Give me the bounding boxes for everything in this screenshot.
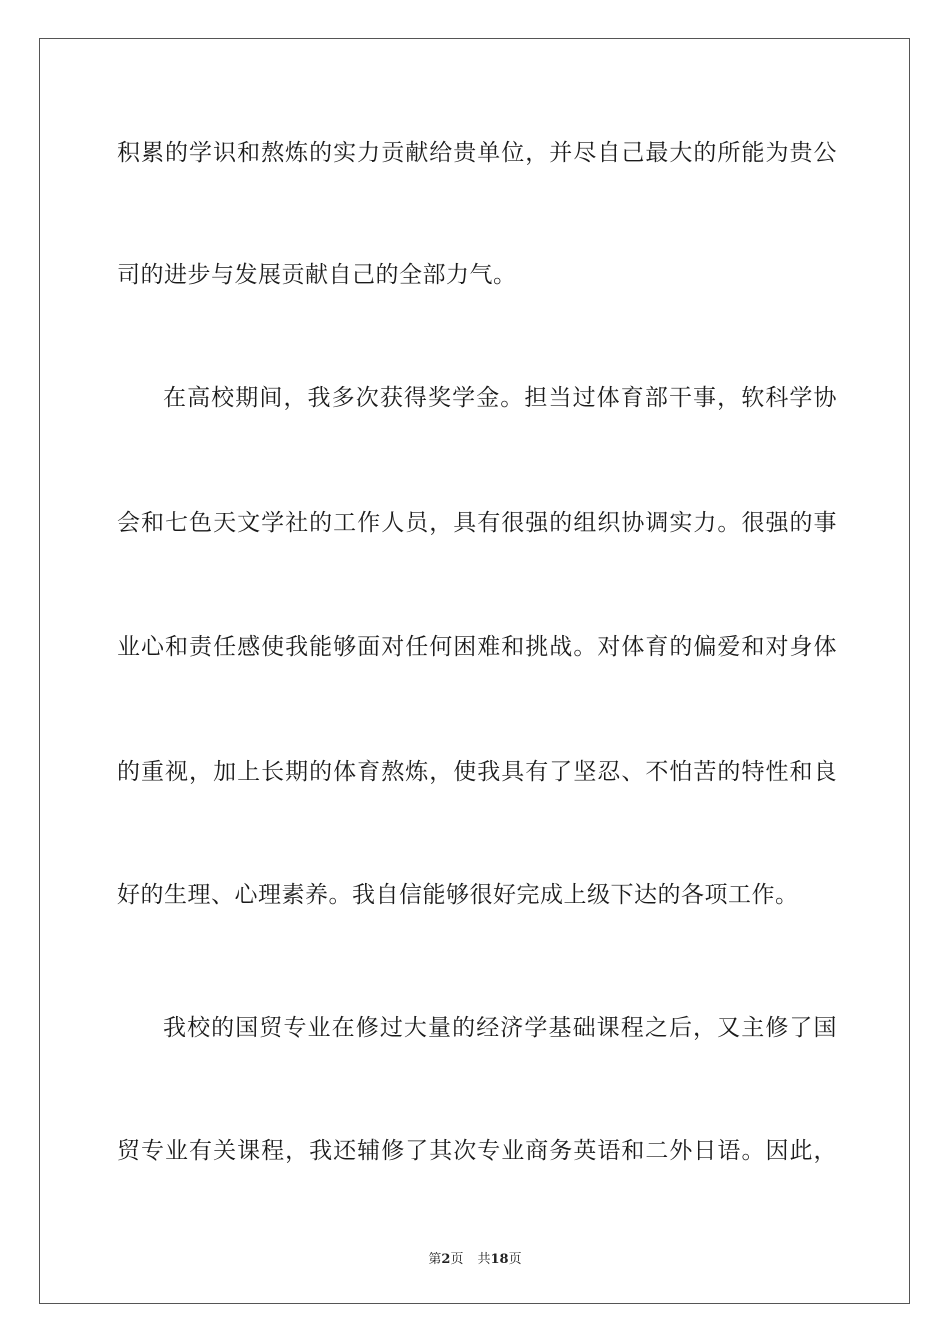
body-line-6: 的重视，加上长期的体育熬炼，使我具有了坚忍、不怕苦的特性和良 xyxy=(117,759,837,785)
body-line-7: 好的生理、心理素养。我自信能够很好完成上级下达的各项工作。 xyxy=(117,882,799,908)
footer-total-pages: 18 xyxy=(490,1252,509,1267)
body-line-5: 业心和责任感使我能够面对任何困难和挑战。对体育的偏爱和对身体 xyxy=(117,634,837,660)
body-line-1: 积累的学识和熬炼的实力贡献给贵单位，并尽自己最大的所能为贵公 xyxy=(117,140,837,166)
body-line-2: 司的进步与发展贡献自己的全部力气。 xyxy=(117,262,517,288)
body-line-3: 在高校期间，我多次获得奖学金。担当过体育部干事，软科学协 xyxy=(163,385,837,411)
page-footer xyxy=(0,1248,950,1267)
footer-total-prefix: 共 xyxy=(477,1252,491,1267)
footer-total-suffix: 页 xyxy=(508,1252,522,1267)
footer-page-suffix: 页 xyxy=(450,1252,464,1267)
body-line-9: 贸专业有关课程，我还辅修了其次专业商务英语和二外日语。因此， xyxy=(117,1138,837,1164)
footer-page-prefix: 第 xyxy=(428,1252,442,1267)
body-line-8: 我校的国贸专业在修过大量的经济学基础课程之后，又主修了国 xyxy=(163,1015,837,1041)
body-line-4: 会和七色天文学社的工作人员，具有很强的组织协调实力。很强的事 xyxy=(117,510,837,536)
page-frame xyxy=(39,38,910,1304)
footer-page-number: 2 xyxy=(441,1252,451,1267)
